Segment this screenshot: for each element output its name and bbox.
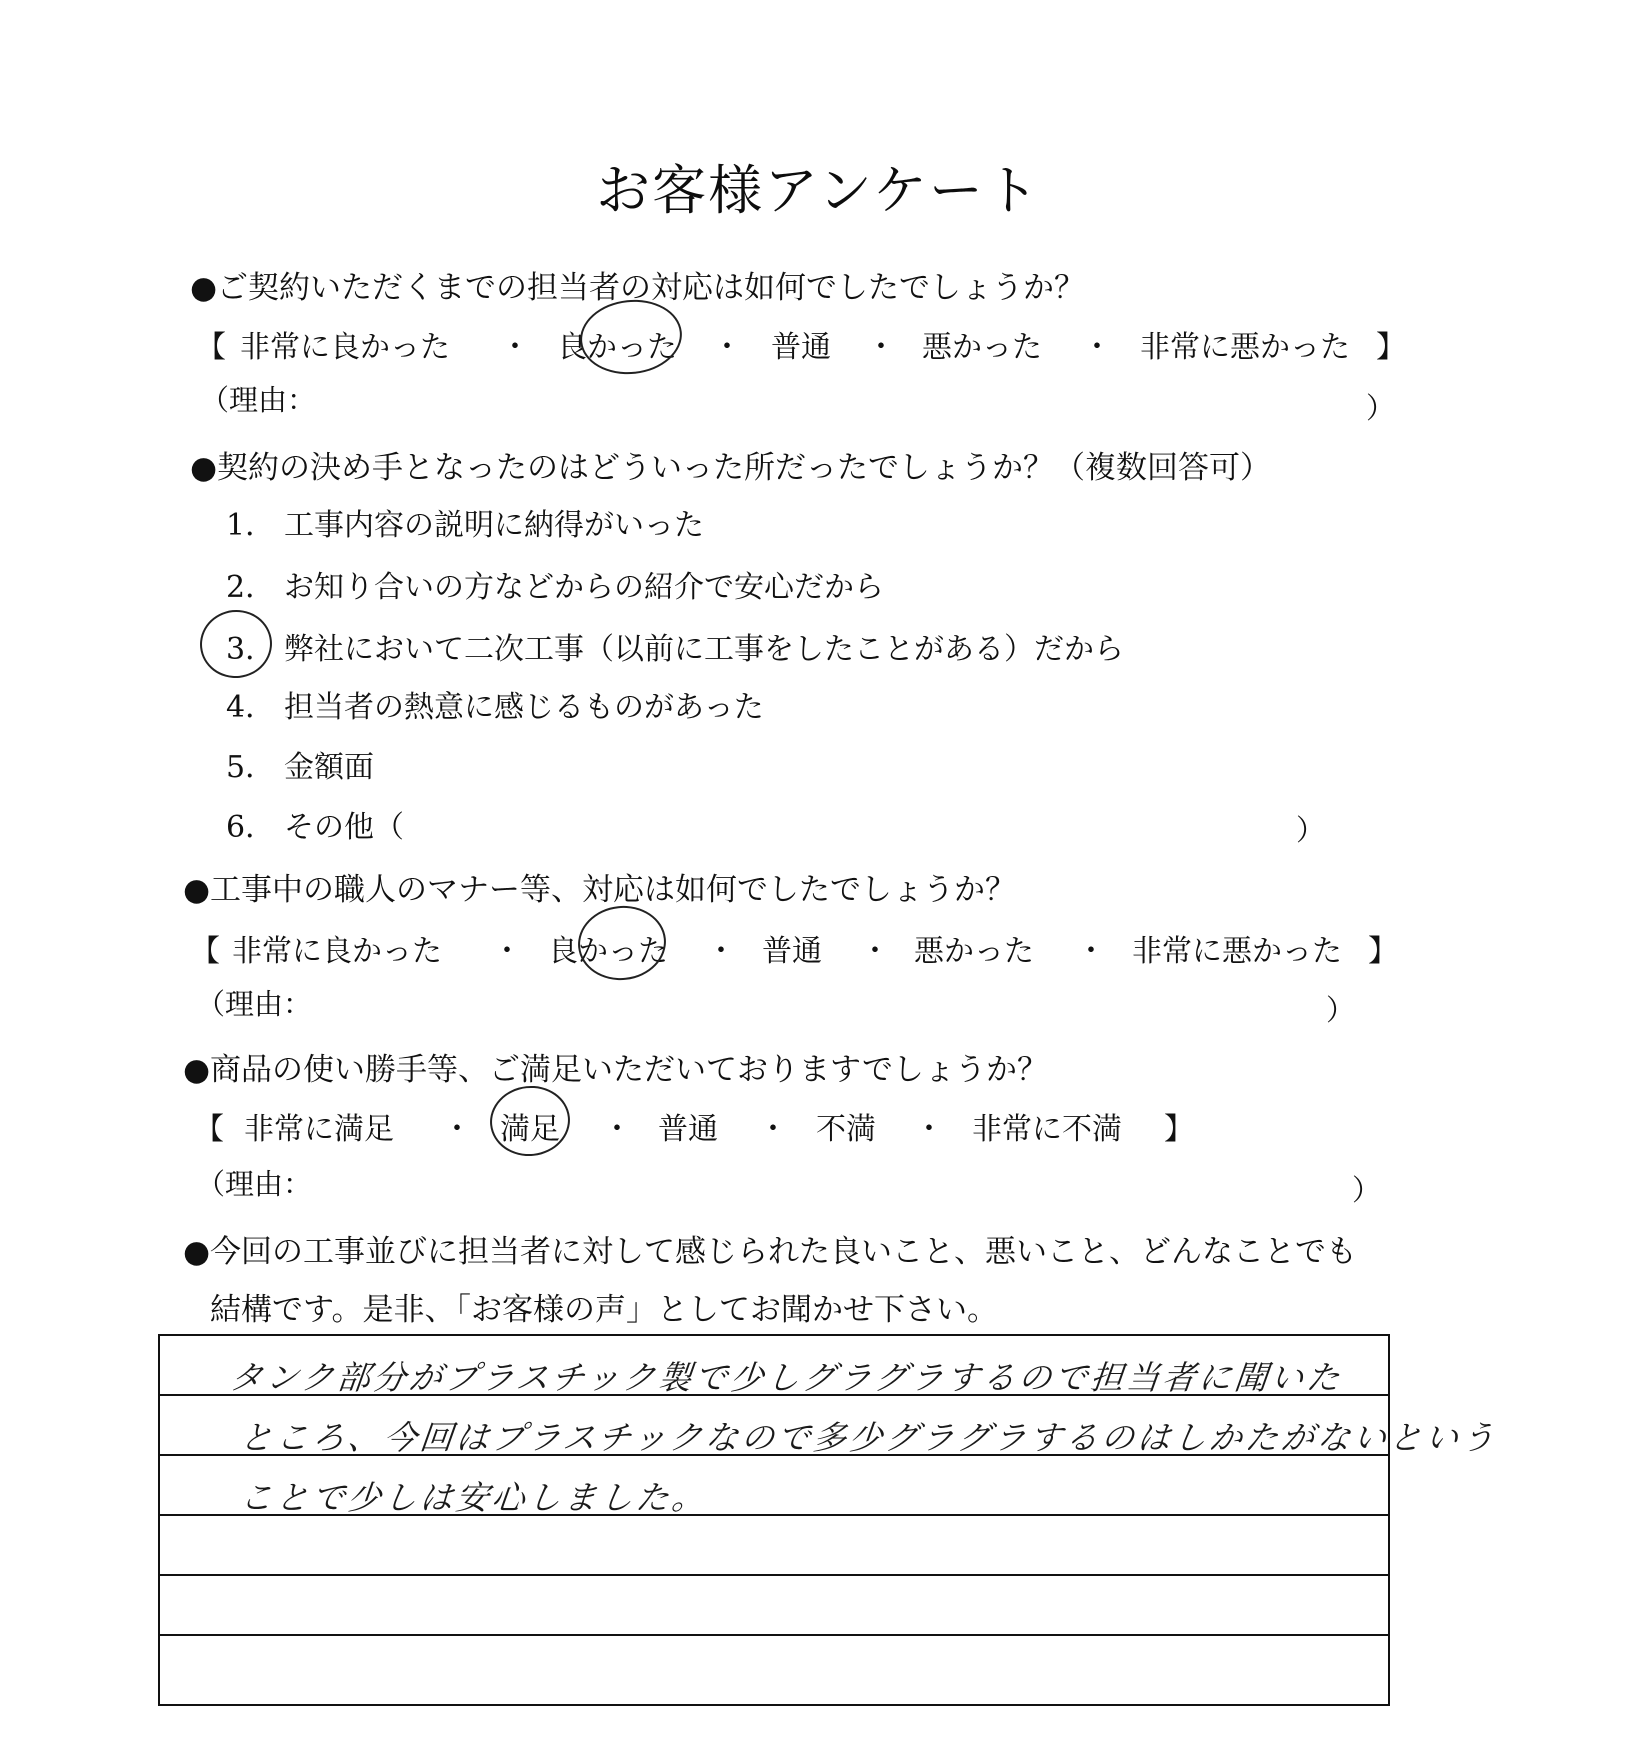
q1-sep-1: ・ [500, 330, 530, 365]
q4-sep-4: ・ [914, 1112, 944, 1147]
q2-question: ●契約の決め手となったのはどういった所だったでしょうか？（複数回答可） [190, 450, 1272, 486]
q3-option-5[interactable]: 非常に悪かった [1132, 934, 1342, 969]
q1-bracket-open: 【 [196, 330, 226, 365]
q1-option-1[interactable]: 非常に良かった [240, 330, 450, 365]
q1-sep-2: ・ [712, 330, 742, 365]
q1-sep-4: ・ [1082, 330, 1112, 365]
q4-option-1[interactable]: 非常に満足 [244, 1112, 394, 1147]
q5-question-line2: 結構です。是非、「お客様の声」としてお聞かせ下さい。 [210, 1292, 999, 1328]
q3-sep-4: ・ [1076, 934, 1106, 969]
q4-reason-label: （理由： [196, 1167, 313, 1201]
q4-option-5[interactable]: 非常に不満 [972, 1112, 1122, 1147]
q1-reason-close: ） [1366, 391, 1396, 425]
q2-other-close: ） [1296, 813, 1326, 847]
q4-bracket-close: 】 [1164, 1112, 1194, 1147]
q2-item-text: 弊社において二次工事（以前に工事をしたことがある）だから [284, 632, 1124, 667]
q2-item-text: 金額面 [284, 750, 374, 785]
q2-selection-circle [197, 606, 276, 681]
q2-item-num: 2． [226, 570, 276, 605]
q4-bracket-open: 【 [194, 1112, 224, 1147]
handwritten-answer-line: タンク部分がプラスチック製で少しグラグラするので担当者に聞いた [227, 1358, 1345, 1397]
q2-item-num: 1． [226, 508, 276, 543]
q3-option-1[interactable]: 非常に良かった [232, 934, 442, 969]
q3-option-2[interactable]: 良かった [548, 934, 668, 969]
q3-bracket-close: 】 [1368, 934, 1398, 969]
q2-item-num: 4． [226, 690, 276, 725]
comment-box[interactable] [158, 1334, 1500, 1706]
q4-selection-circle [487, 1082, 574, 1160]
handwritten-answer-line: ことで少しは安心しました。 [237, 1478, 710, 1517]
q1-selection-circle [576, 295, 685, 379]
q1-bracket-close: 】 [1376, 330, 1406, 365]
q1-option-5[interactable]: 非常に悪かった [1140, 330, 1350, 365]
q3-question: ●工事中の職人のマナー等、対応は如何でしたでしょうか？ [183, 872, 1017, 908]
q2-item-num: 6． [226, 810, 276, 845]
q4-reason-close: ） [1352, 1173, 1382, 1207]
q5-question-line1: ●今回の工事並びに担当者に対して感じられた良いこと、悪いこと、どんなことでも [183, 1234, 1358, 1270]
q3-selection-circle [574, 902, 669, 985]
q4-sep-3: ・ [758, 1112, 788, 1147]
q3-option-3[interactable]: 普通 [762, 934, 822, 969]
handwritten-answer-line: ところ、今回はプラスチックなので多少グラグラするのはしかたがないという [237, 1418, 1500, 1457]
q1-question: ●ご契約いただくまでの担当者の対応は如何でしたでしょうか？ [190, 270, 1086, 306]
q3-sep-3: ・ [860, 934, 890, 969]
q3-sep-1: ・ [492, 934, 522, 969]
comment-rule [160, 1574, 1388, 1576]
q2-item-num: 5． [226, 750, 276, 785]
q1-sep-3: ・ [866, 330, 896, 365]
q2-item-num: 3． [226, 632, 276, 667]
comment-rule [160, 1634, 1388, 1636]
q3-reason-close: ） [1326, 993, 1356, 1027]
q3-bracket-open: 【 [190, 934, 220, 969]
page-title: お客様アンケート [596, 159, 1041, 222]
q4-option-3[interactable]: 普通 [658, 1112, 718, 1147]
q4-option-4[interactable]: 不満 [816, 1112, 876, 1147]
q4-option-2[interactable]: 満足 [500, 1112, 560, 1147]
q3-reason-label: （理由： [196, 987, 313, 1021]
q2-item-text: 担当者の熱意に感じるものがあった [284, 690, 764, 725]
q2-item-text: 工事内容の説明に納得がいった [284, 508, 704, 543]
q1-option-2[interactable]: 良かった [557, 330, 677, 365]
q2-item-text: お知り合いの方などからの紹介で安心だから [284, 570, 884, 605]
q4-sep-1: ・ [442, 1112, 472, 1147]
q4-question: ●商品の使い勝手等、ご満足いただいておりますでしょうか？ [183, 1052, 1048, 1088]
q4-sep-2: ・ [602, 1112, 632, 1147]
q3-sep-2: ・ [706, 934, 736, 969]
q1-reason-label: （理由： [200, 383, 317, 417]
q3-option-4[interactable]: 悪かった [914, 934, 1034, 969]
q1-option-4[interactable]: 悪かった [922, 330, 1042, 365]
q2-item-text: その他（ [284, 810, 404, 845]
q1-option-3[interactable]: 普通 [771, 330, 831, 365]
